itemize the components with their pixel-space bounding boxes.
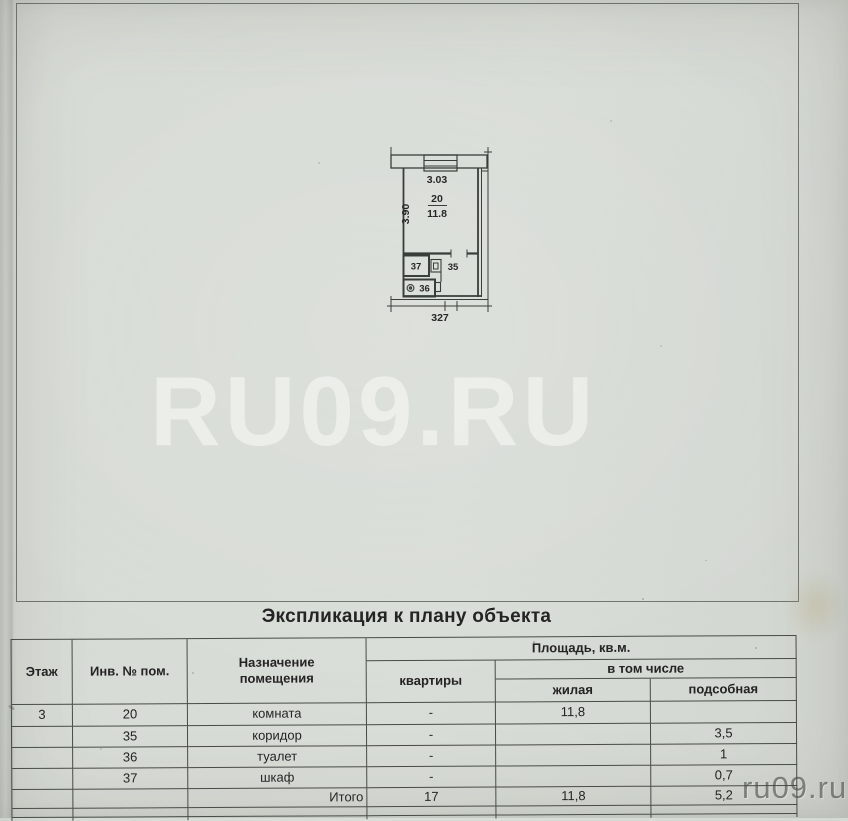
cell-purpose: шкаф [188,767,367,789]
col-header-auxiliary: подсобная [651,678,797,702]
col-header-living: жилая [496,679,651,703]
plan-toilet-label: 36 [419,283,430,295]
total-label: Итого [188,788,367,808]
cell-purpose: комната [188,703,367,726]
cell-inventory: 35 [73,726,188,748]
plan-dim-bottom: 327 [431,312,449,324]
col-header-floor: Этаж [12,640,73,705]
cell-floor [12,769,73,790]
cell-floor [12,748,73,769]
cell-living [496,745,651,767]
cell-living [496,724,651,746]
col-header-area: Площадь, кв.м. [367,636,797,661]
cell-inventory: 37 [73,768,188,790]
col-header-apartment: квартиры [367,661,496,704]
col-header-including: в том числе [496,659,797,680]
cell-purpose: туалет [188,746,367,768]
col-header-inventory: Инв. № пом. [73,639,188,705]
cell-living [496,766,651,788]
cell-apartment: - [367,725,496,747]
plan-dim-top: 3.03 [426,174,448,186]
stub-cell [651,814,797,818]
cell-auxiliary: 1 [651,744,797,766]
cell-auxiliary: 0,7 [651,765,797,787]
cell-living: 11,8 [496,702,651,725]
cell-apartment: - [367,703,496,726]
plan-dim-left: 3.90 [400,203,412,225]
cell-auxiliary [651,701,797,724]
cell-inventory: 36 [73,747,188,769]
cell-floor: 3 [12,705,73,727]
cell-apartment: - [367,767,496,789]
cell-auxiliary: 3,5 [651,723,797,745]
plan-closet-label: 37 [410,261,422,273]
plan-room-area: 11.8 [427,208,447,220]
total-apartment: 17 [367,788,496,808]
watermark-center: RU09.RU [150,356,598,466]
cell-apartment: - [367,746,496,768]
floor-plan-drawing [378,138,502,330]
stub-cell [367,816,496,820]
total-living: 11,8 [496,787,651,807]
total-floor-empty [12,790,73,809]
cell-floor [12,727,73,748]
plan-corridor-label: 35 [447,262,459,273]
stub-cell [188,816,367,820]
cell-inventory: 20 [73,704,188,727]
empty-cell [12,809,73,818]
total-auxiliary: 5,2 [651,786,797,806]
explication-table [11,635,798,821]
col-header-purpose: Назначение помещения [188,638,367,704]
total-inventory-empty [73,789,188,809]
explication-title: Экспликация к плану объекта [261,606,552,627]
plan-room-number: 20 [431,193,443,205]
cell-purpose: коридор [188,725,367,747]
toilet-icon [407,285,414,292]
watermark-corner: ru09.ru [742,770,848,805]
